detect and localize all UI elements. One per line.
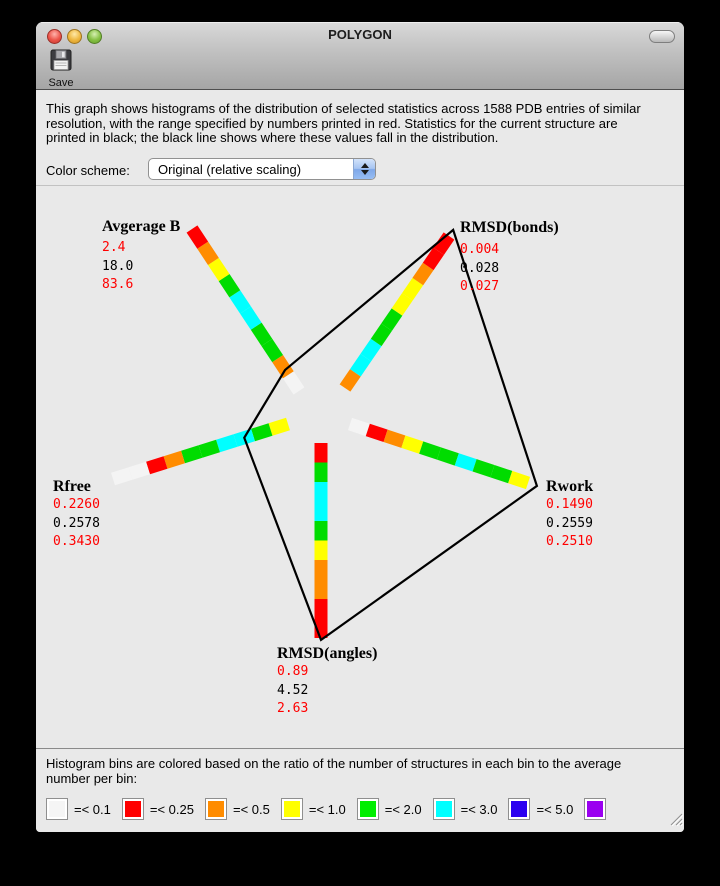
axis-rwork-range_max: 0.2510 [546,534,593,549]
legend-swatch-color [125,801,141,817]
legend-swatch-color [587,801,603,817]
histogram-bin-rwork-1 [368,430,386,436]
histogram-bin-rwork-7 [475,465,493,471]
histogram-bin-rfree-3 [218,441,236,447]
histogram-bin-rwork-4 [421,448,439,454]
histogram-bin-rfree-0 [271,424,289,430]
axis-rmsd-bonds-range_min: 0.004 [460,242,500,257]
legend-swatch-3 [281,798,303,820]
footer-text: Histogram bins are colored based on the ratio of the number of structures in each bin to the average number per bin: [46,756,622,786]
legend-swatch-color [360,801,376,817]
legend-label-1: =< 0.25 [149,801,194,817]
histogram-bin-rmsd-bonds-4 [387,312,397,327]
axis-rwork-range_min: 0.1490 [546,497,593,512]
histogram-bin-rmsd-bonds-7 [418,266,428,281]
save-floppy-icon [49,48,73,77]
legend-swatch-5 [433,798,455,820]
histogram-bin-rwork-5 [439,454,457,460]
legend-label-3: =< 1.0 [308,801,346,817]
axis-label-rwork: Rwork [546,478,594,495]
histogram-bin-rfree-5 [183,452,201,458]
axis-label-rmsd-angles: RMSD(angles) [277,645,378,662]
color-scheme-select[interactable] [148,158,376,180]
histogram-bin-rmsd-bonds-2 [366,342,376,357]
histogram-bin-rmsd-bonds-3 [376,327,386,342]
histogram-bin-rmsd-bonds-5 [397,297,407,312]
histogram-bin-avgerage-b-2 [267,342,278,358]
histogram-bin-avgerage-b-9 [192,229,203,245]
histogram-bin-rwork-3 [403,442,421,448]
legend-row [46,798,606,820]
axis-values-rmsd-angles [277,663,308,719]
legend-swatch-color [208,801,224,817]
toolbar-toggle-pill-button[interactable] [649,30,675,43]
histogram-bin-avgerage-b-8 [203,245,214,261]
histogram-bin-avgerage-b-7 [213,261,224,277]
axis-label-avgerage-b: Avgerage B [102,218,181,235]
axis-rmsd-angles-range_min: 0.89 [277,664,309,679]
axis-values-rwork [546,496,593,552]
legend-swatch-6 [508,798,530,820]
legend-swatch-color [511,801,527,817]
legend-label-5: =< 3.0 [460,801,498,817]
histogram-bin-rwork-9 [510,477,528,483]
axis-avgerage-b-range_min: 2.4 [102,240,126,255]
histogram-bin-rmsd-bonds-8 [428,251,438,266]
axis-rfree-current: 0.2578 [53,515,100,531]
histogram-bin-rmsd-bonds-1 [355,358,365,373]
legend-label-6: =< 5.0 [536,801,574,817]
plot-area [36,186,684,747]
axis-rmsd-angles-range_max: 2.63 [277,701,309,716]
histogram-bin-avgerage-b-6 [224,278,235,294]
histogram-bin-rfree-9 [113,474,131,480]
axis-label-rfree: Rfree [53,478,91,495]
polygon-window [36,22,684,832]
axis-rwork-current: 0.2559 [546,515,593,531]
color-scheme-selected-value: Original (relative scaling) [158,162,302,177]
histogram-bin-avgerage-b-4 [246,310,257,326]
legend-swatch-4 [357,798,379,820]
histogram-bin-rfree-6 [166,457,184,463]
histogram-bin-rfree-7 [148,463,166,469]
histogram-bin-rwork-8 [492,471,510,477]
axis-rfree-range_max: 0.3430 [53,534,100,549]
axis-rmsd-bonds-range_max: 0.027 [460,279,500,294]
axis-label-rmsd-bonds: RMSD(bonds) [460,219,559,236]
histogram-bin-rfree-1 [253,430,271,436]
arrow-up-icon [361,163,369,168]
histogram-bin-avgerage-b-3 [256,326,267,342]
axis-values-rfree [53,496,100,552]
histogram-bin-rwork-0 [350,424,368,430]
footer-panel [36,748,684,832]
axis-avgerage-b-range_max: 83.6 [102,277,134,292]
axis-values-rmsd-bonds [460,241,499,297]
legend-swatch-color [49,801,65,817]
window-header [36,22,684,90]
histogram-bin-rwork-2 [386,436,404,442]
legend-swatch-color [436,801,452,817]
legend-swatch-7 [584,798,606,820]
histogram-bin-rmsd-bonds-0 [345,373,355,388]
histogram-bin-rfree-8 [131,468,149,474]
axis-rmsd-bonds-current: 0.028 [460,260,500,276]
histogram-bin-rwork-6 [457,459,475,465]
legend-swatch-2 [205,798,227,820]
combo-stepper-icon[interactable] [353,159,375,179]
axis-rfree-range_min: 0.2260 [53,497,100,512]
legend-swatch-0 [46,798,68,820]
window-title: POLYGON [328,27,392,42]
histogram-bin-rmsd-bonds-6 [407,282,417,297]
legend-label-0: =< 0.1 [74,801,111,817]
legend-swatch-color [284,801,300,817]
description-text: This graph shows histograms of the distribution of selected statistics across 1588 PDB entries of similar resolution, with the range specified by numbers printed in red. Statistics for the current structure are printed in black; the black line shows where these values fall in the distribution. [46,101,641,145]
axis-rmsd-angles-current: 4.52 [277,682,309,698]
histogram-bin-avgerage-b-5 [235,294,246,310]
legend-label-2: =< 0.5 [232,801,270,817]
histogram-bin-rfree-4 [201,446,219,452]
histogram-bin-avgerage-b-0 [288,375,299,391]
resize-grip[interactable] [668,811,683,831]
axis-avgerage-b-current: 18.0 [102,258,134,274]
save-button-label: Save [48,77,74,89]
save-button[interactable] [38,48,84,89]
legend-label-4: =< 2.0 [384,801,422,817]
legend-swatch-1 [122,798,144,820]
arrow-down-icon [361,170,369,175]
color-scheme-label: Color scheme: [46,163,130,178]
axis-values-avgerage-b [102,239,133,295]
